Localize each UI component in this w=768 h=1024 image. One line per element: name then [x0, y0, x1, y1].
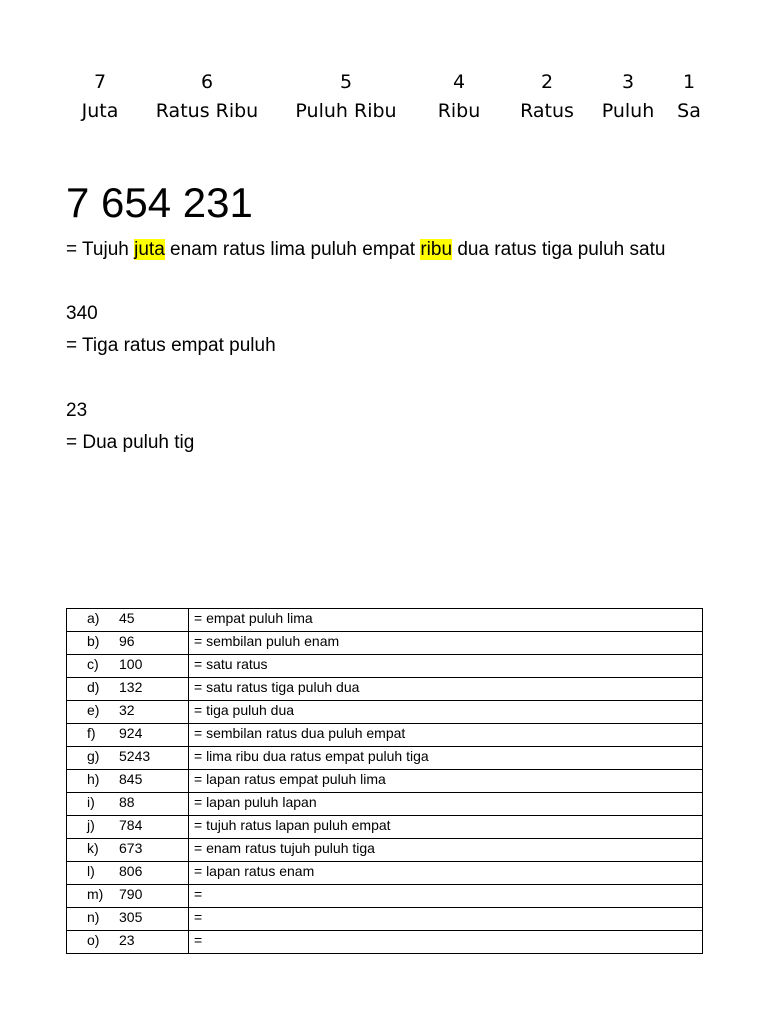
- place-label: Ribu: [437, 100, 481, 122]
- place-value-ratus: [520, 68, 574, 126]
- exercise-label: g): [87, 748, 100, 764]
- exercise-label: b): [87, 633, 100, 649]
- place-digit: 6: [200, 71, 214, 93]
- place-value-header: [0, 68, 768, 128]
- highlight-juta: juta: [134, 239, 165, 260]
- exercise-number-cell: [67, 632, 189, 655]
- table-row: [67, 793, 703, 816]
- place-digit: 3: [621, 71, 635, 93]
- example2-number: 340: [66, 303, 98, 324]
- exercise-words-cell[interactable]: = sembilan puluh enam: [189, 632, 703, 655]
- exercise-number-cell: [67, 885, 189, 908]
- place-value-juta: [82, 68, 119, 126]
- exercise-words-cell[interactable]: =: [189, 885, 703, 908]
- place-digit: 1: [682, 71, 696, 93]
- exercise-words-cell[interactable]: = lapan puluh lapan: [189, 793, 703, 816]
- exercise-number-cell: [67, 678, 189, 701]
- table-row: [67, 655, 703, 678]
- exercise-number: 96: [119, 633, 135, 649]
- exercise-number: 100: [119, 656, 143, 672]
- place-label: Juta: [81, 100, 119, 122]
- exercise-number-cell: [67, 931, 189, 954]
- table-row: [67, 816, 703, 839]
- exercise-label: f): [87, 725, 96, 741]
- table-row: [67, 908, 703, 931]
- place-label: Ratus Ribu: [155, 100, 259, 122]
- exercise-words-cell[interactable]: = satu ratus: [189, 655, 703, 678]
- place-digit: 7: [93, 71, 107, 93]
- exercise-label: n): [87, 909, 100, 925]
- exercise-words-cell[interactable]: = lima ribu dua ratus empat puluh tiga: [189, 747, 703, 770]
- exercise-number-cell: [67, 701, 189, 724]
- exercise-label: a): [87, 610, 100, 626]
- exercise-words-cell[interactable]: = sembilan ratus dua puluh empat: [189, 724, 703, 747]
- exercise-label: e): [87, 702, 100, 718]
- exercise-words-cell[interactable]: = empat puluh lima: [189, 609, 703, 632]
- place-value-ribu: [438, 68, 481, 126]
- example3-number: 23: [66, 400, 88, 421]
- example2-words: = Tiga ratus empat puluh: [66, 335, 276, 356]
- exercise-label: i): [87, 794, 95, 810]
- table-row: [67, 632, 703, 655]
- main-example-number: 7 654 231: [66, 179, 253, 226]
- exercise-table: [66, 608, 703, 954]
- place-label: Puluh: [601, 100, 655, 122]
- exercise-label: o): [87, 932, 100, 948]
- exercise-label: c): [87, 656, 99, 672]
- exercise-number-cell: [67, 609, 189, 632]
- exercise-label: m): [87, 886, 104, 902]
- place-digit: 2: [540, 71, 554, 93]
- table-row: [67, 770, 703, 793]
- exercise-number: 132: [119, 679, 143, 695]
- exercise-number: 806: [119, 863, 143, 879]
- example3-words: = Dua puluh tig: [66, 432, 195, 453]
- exercise-number-cell: [67, 747, 189, 770]
- exercise-number: 23: [119, 932, 135, 948]
- exercise-number: 790: [119, 886, 143, 902]
- place-label: Puluh Ribu: [295, 100, 397, 122]
- exercise-number: 305: [119, 909, 143, 925]
- words-prefix: = Tujuh: [66, 239, 135, 260]
- exercise-number-cell: [67, 816, 189, 839]
- exercise-number-cell: [67, 770, 189, 793]
- place-value-ratus-ribu: [156, 68, 258, 126]
- place-label: Sa: [677, 100, 701, 122]
- exercise-label: k): [87, 840, 99, 856]
- exercise-number: 32: [119, 702, 135, 718]
- place-digit: 4: [452, 71, 466, 93]
- exercise-number: 88: [119, 794, 135, 810]
- table-row: [67, 885, 703, 908]
- place-value-puluh-ribu: [295, 68, 396, 126]
- exercise-label: h): [87, 771, 100, 787]
- exercise-words-cell[interactable]: =: [189, 931, 703, 954]
- exercise-number-cell: [67, 793, 189, 816]
- place-value-sa: [677, 68, 701, 126]
- exercise-number: 845: [119, 771, 143, 787]
- place-label: Ratus: [520, 100, 574, 122]
- table-row: [67, 747, 703, 770]
- table-row: [67, 724, 703, 747]
- table-row: [67, 678, 703, 701]
- exercise-words-cell[interactable]: = lapan ratus empat puluh lima: [189, 770, 703, 793]
- words-mid: enam ratus lima puluh empat: [164, 239, 421, 260]
- exercise-words-cell[interactable]: = tujuh ratus lapan puluh empat: [189, 816, 703, 839]
- place-value-puluh: [602, 68, 655, 126]
- exercise-words-cell[interactable]: = lapan ratus enam: [189, 862, 703, 885]
- highlight-ribu: ribu: [420, 239, 453, 260]
- exercise-number-cell: [67, 862, 189, 885]
- exercise-number: 784: [119, 817, 143, 833]
- table-row: [67, 839, 703, 862]
- exercise-number: 924: [119, 725, 143, 741]
- exercise-number: 5243: [119, 748, 151, 764]
- exercise-words-cell[interactable]: =: [189, 908, 703, 931]
- exercise-number-cell: [67, 908, 189, 931]
- exercise-label: j): [87, 817, 95, 833]
- table-row: [67, 931, 703, 954]
- table-row: [67, 862, 703, 885]
- exercise-words-cell[interactable]: = enam ratus tujuh puluh tiga: [189, 839, 703, 862]
- exercise-number: 673: [119, 840, 143, 856]
- words-suffix: dua ratus tiga puluh satu: [452, 239, 666, 260]
- exercise-label: l): [87, 863, 95, 879]
- place-digit: 5: [339, 71, 353, 93]
- table-row: [67, 609, 703, 632]
- exercise-words-cell[interactable]: = tiga puluh dua: [189, 701, 703, 724]
- exercise-number: 45: [119, 610, 135, 626]
- exercise-words-cell[interactable]: = satu ratus tiga puluh dua: [189, 678, 703, 701]
- exercise-number-cell: [67, 655, 189, 678]
- exercise-number-cell: [67, 724, 189, 747]
- main-example-words: [66, 238, 665, 262]
- table-row: [67, 701, 703, 724]
- exercise-number-cell: [67, 839, 189, 862]
- exercise-label: d): [87, 679, 100, 695]
